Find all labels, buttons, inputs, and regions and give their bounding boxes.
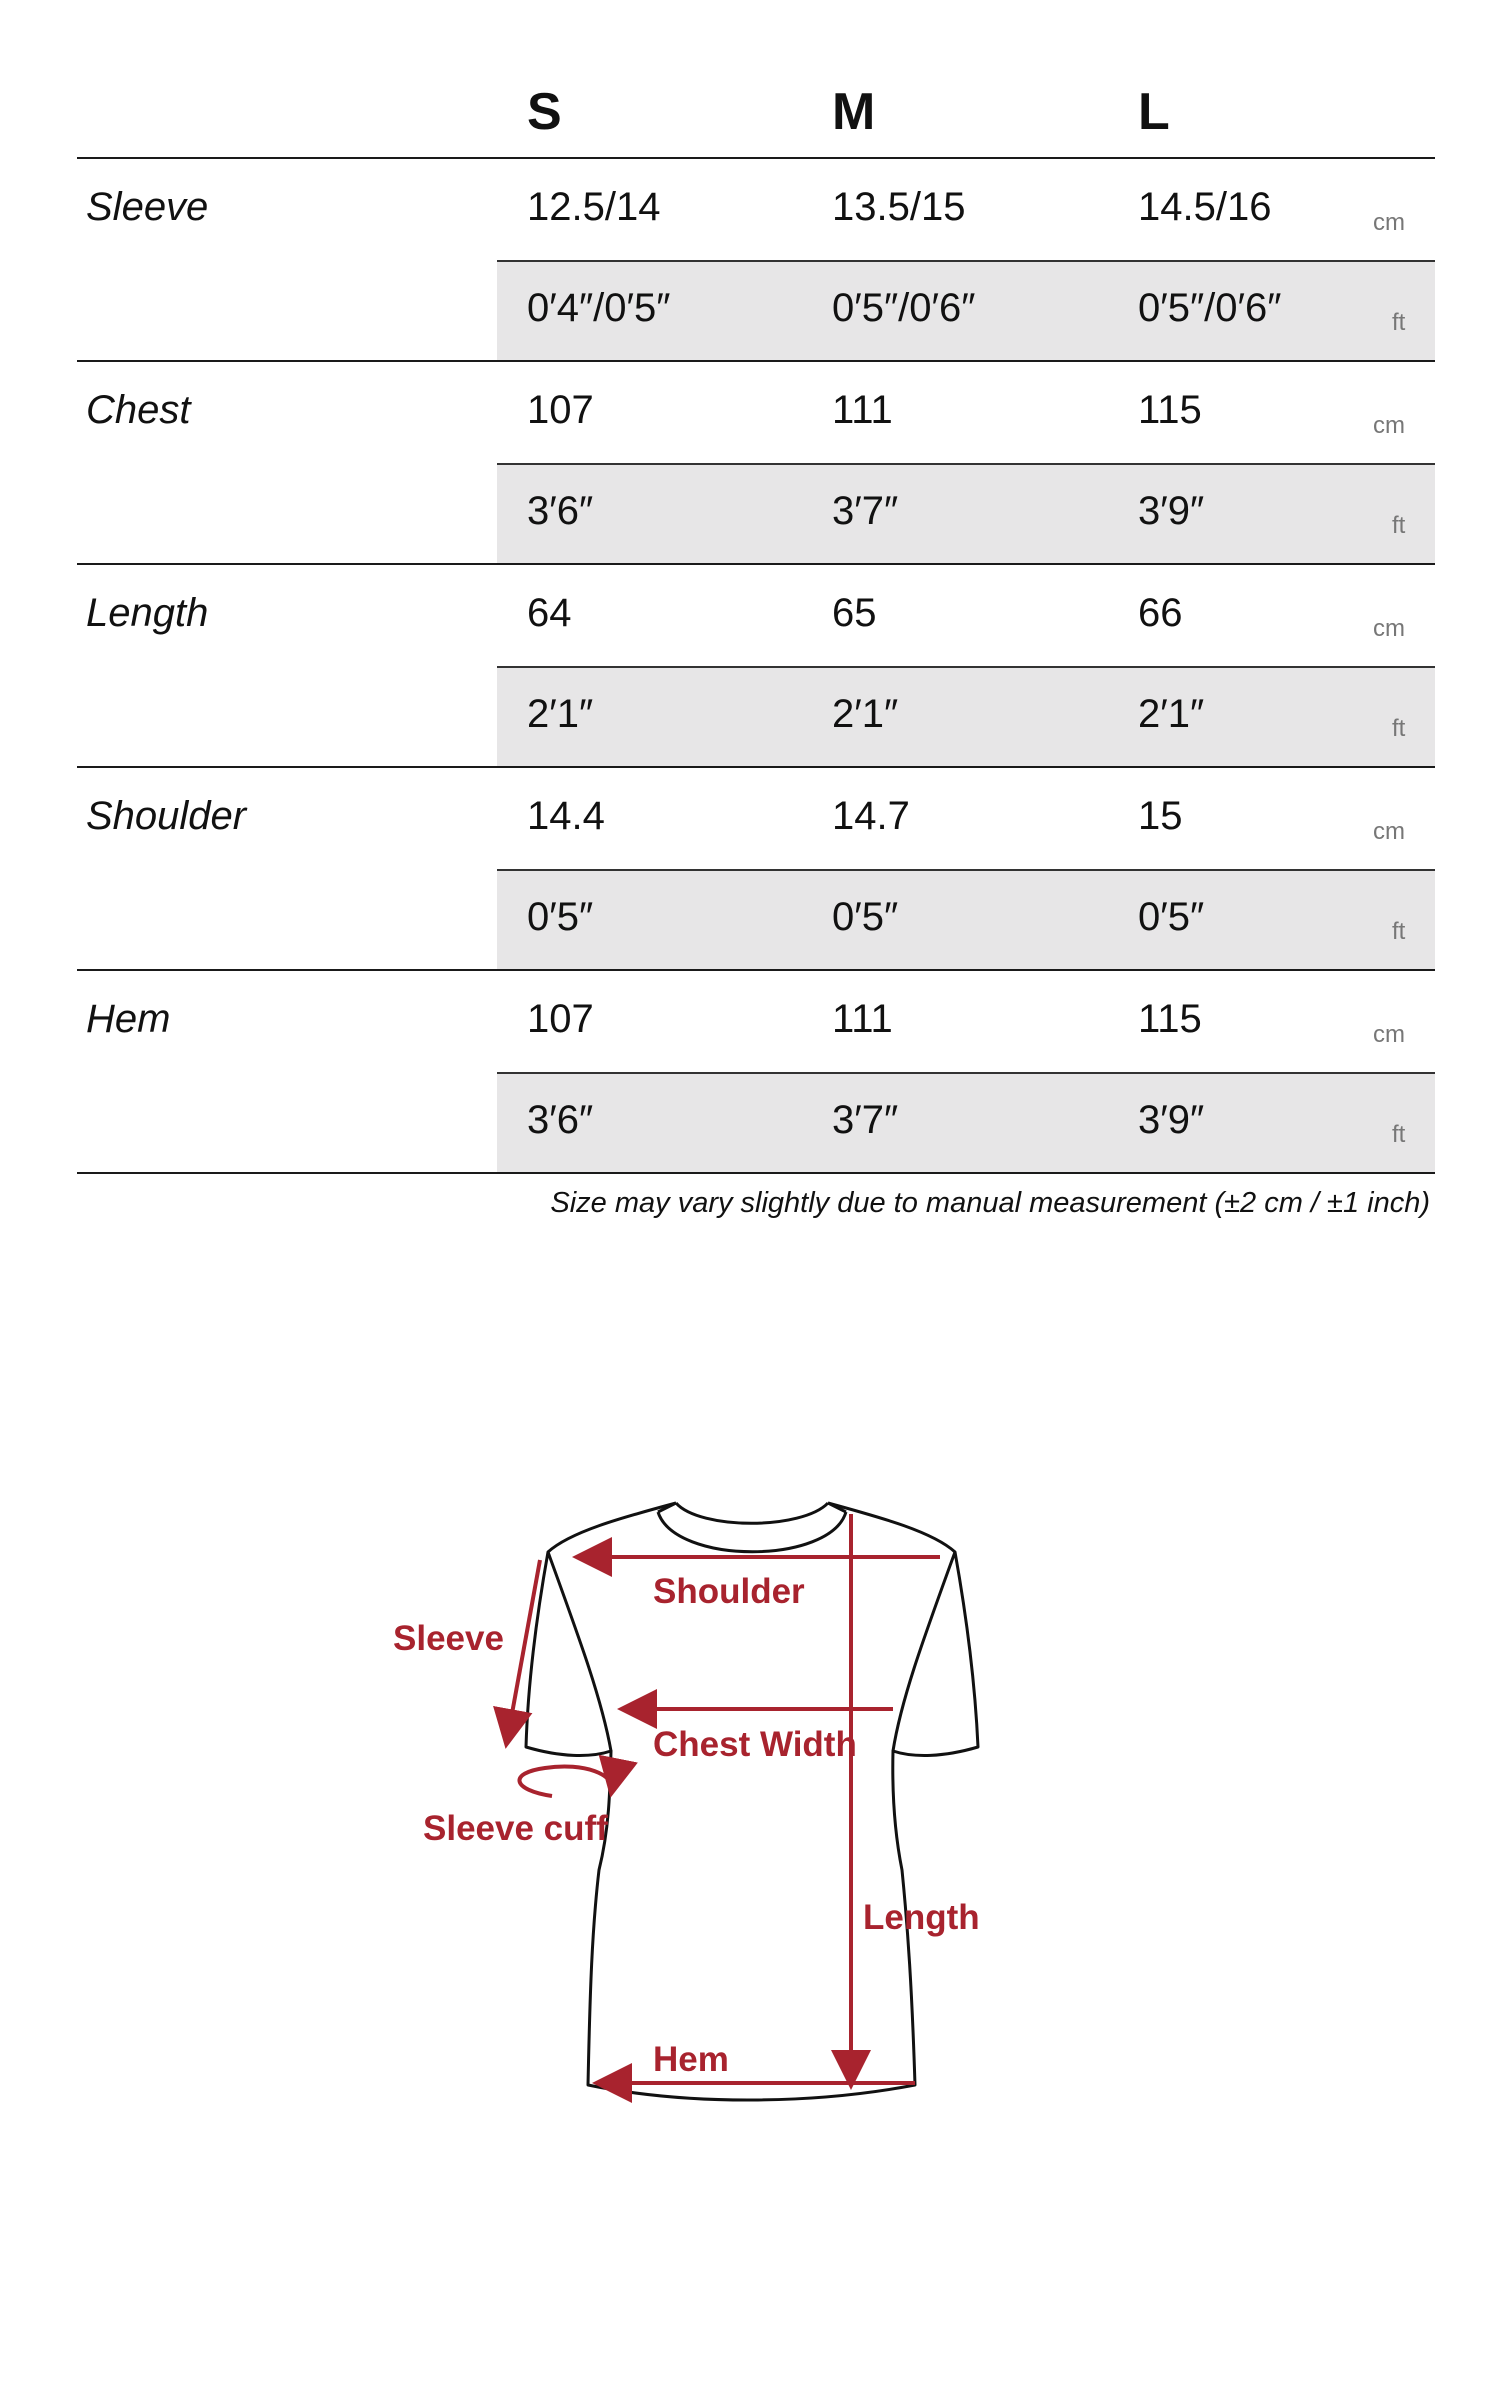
table-bottom-rule: [77, 1172, 1435, 1174]
row-label-shoulder: Shoulder: [86, 794, 247, 838]
unit-cm: cm: [1373, 818, 1405, 845]
cell-value: 107: [527, 388, 594, 432]
cell-value: 0′5″: [527, 895, 594, 939]
size-header-m: M: [832, 83, 876, 141]
cell-value: 3′6″: [527, 1098, 594, 1142]
cell-value: 64: [527, 591, 572, 635]
cell-value: 66: [1138, 591, 1183, 635]
cell-value: 3′7″: [832, 489, 899, 533]
unit-ft: ft: [1392, 918, 1406, 945]
ft-row-shade: [497, 464, 1435, 564]
cell-value: 107: [527, 997, 594, 1041]
cell-value: 14.7: [832, 794, 910, 838]
row-divider: [77, 157, 1435, 159]
cell-value: 2′1″: [527, 692, 594, 736]
ft-row-shade: [497, 870, 1435, 970]
cell-value: 115: [1138, 997, 1202, 1041]
cell-value: 14.4: [527, 794, 605, 838]
cell-value: 0′5″: [832, 895, 899, 939]
unit-cm: cm: [1373, 1021, 1405, 1048]
chest-width-label: Chest Width: [653, 1725, 857, 1764]
row-label-sleeve: Sleeve: [86, 185, 209, 229]
sleeve-cuff-arrow: [519, 1767, 612, 1796]
row-label-length: Length: [86, 591, 209, 635]
sleeve-label: Sleeve: [393, 1619, 504, 1658]
unit-cm: cm: [1373, 615, 1405, 642]
cell-value: 3′9″: [1138, 489, 1205, 533]
sleeve-cuff-label: Sleeve cuff: [423, 1809, 608, 1848]
unit-ft: ft: [1392, 715, 1406, 742]
unit-cm: cm: [1373, 209, 1405, 236]
measurement-note: Size may vary slightly due to manual measurement (±2 cm / ±1 inch): [550, 1187, 1430, 1219]
cell-value: 3′7″: [832, 1098, 899, 1142]
size-header-s: S: [527, 83, 562, 141]
cell-value: 3′9″: [1138, 1098, 1205, 1142]
cell-value: 15: [1138, 794, 1183, 838]
cell-value: 115: [1138, 388, 1202, 432]
row-label-hem: Hem: [86, 997, 171, 1041]
row-subdivider: [497, 869, 1435, 871]
ft-row-shade: [497, 1073, 1435, 1173]
cell-value: 111: [832, 388, 893, 432]
row-subdivider: [497, 666, 1435, 668]
size-header-l: L: [1138, 83, 1170, 141]
row-subdivider: [497, 1072, 1435, 1074]
unit-cm: cm: [1373, 412, 1405, 439]
length-label: Length: [863, 1898, 980, 1937]
row-divider: [77, 766, 1435, 768]
cell-value: 12.5/14: [527, 185, 661, 229]
tshirt-diagram: [0, 1440, 1500, 2140]
cell-value: 0′5″/0′6″: [1138, 286, 1282, 330]
row-divider: [77, 969, 1435, 971]
row-divider: [77, 360, 1435, 362]
cell-value: 0′5″/0′6″: [832, 286, 976, 330]
unit-ft: ft: [1392, 1121, 1406, 1148]
cell-value: 3′6″: [527, 489, 594, 533]
ft-row-shade: [497, 667, 1435, 767]
cell-value: 0′4″/0′5″: [527, 286, 671, 330]
hem-label: Hem: [653, 2040, 729, 2079]
cell-value: 2′1″: [832, 692, 899, 736]
row-subdivider: [497, 260, 1435, 262]
unit-ft: ft: [1392, 309, 1406, 336]
cell-value: 13.5/15: [832, 185, 966, 229]
sleeve-arrow: [507, 1560, 540, 1741]
unit-ft: ft: [1392, 512, 1406, 539]
cell-value: 0′5″: [1138, 895, 1205, 939]
row-label-chest: Chest: [86, 388, 191, 432]
row-divider: [77, 563, 1435, 565]
shoulder-label: Shoulder: [653, 1572, 805, 1611]
cell-value: 111: [832, 997, 893, 1041]
row-subdivider: [497, 463, 1435, 465]
cell-value: 65: [832, 591, 877, 635]
cell-value: 14.5/16: [1138, 185, 1272, 229]
cell-value: 2′1″: [1138, 692, 1205, 736]
